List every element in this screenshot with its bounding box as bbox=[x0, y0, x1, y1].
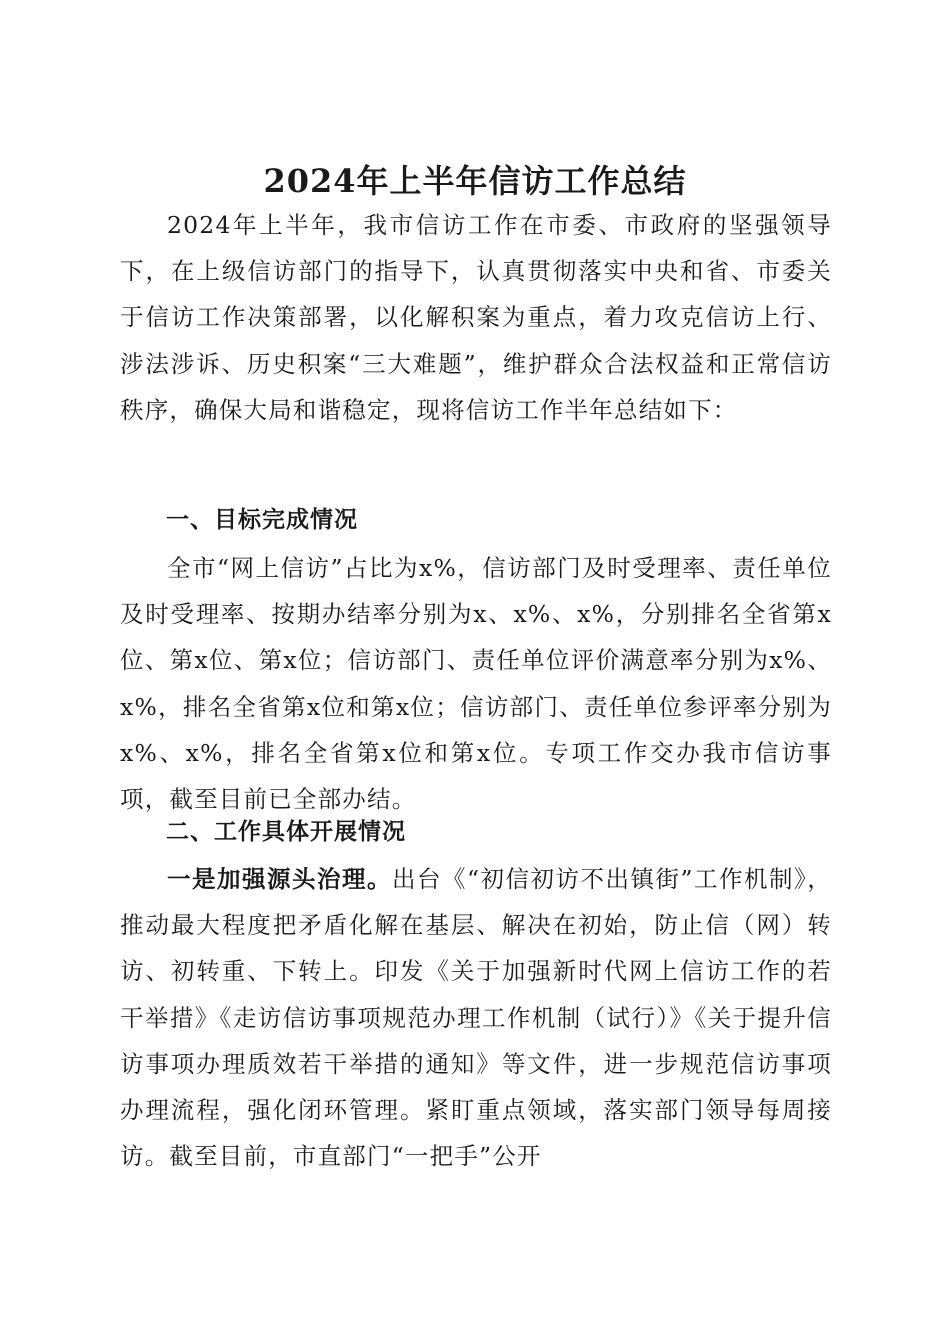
section-heading-work: 二、工作具体开展情况 bbox=[166, 819, 406, 845]
intro-paragraph: 2024年上半年，我市信访工作在市委、市政府的坚强领导下，在上级信访部门的指导下，认真贯彻落实中央和省、市委关于信访工作决策部署，以化解积案为重点，着力攻克信访上行、涉法涉诉、历史积案“三大难题”，维护群众合法权益和正常信访秩序，确保大局和谐稳定，现将信访工作半年总结如下： bbox=[120, 211, 832, 424]
paragraph-body: 出台《“初信初访不出镇街”工作机制》，推动最大程度把矛盾化解在基层、解决在初始，防止信（网）转访、初转重、下转上。印发《关于加强新时代网上信访工作的若干举措》《走访信访事项规范办理工作机制（试行）》《关于提升信访事项办理质效若干举措的通知》等文件，进一步规范信访事项办理流程，强化闭环管理。紧盯重点领域，落实部门领导每周接访。截至目前，市直部门“一把手”公开 bbox=[120, 865, 832, 1171]
section-heading-goals: 一、目标完成情况 bbox=[166, 507, 358, 533]
section-paragraph-work bbox=[120, 856, 832, 1178]
paragraph-lead: 一是加强源头治理。 bbox=[167, 865, 393, 893]
section-paragraph-goals: 全市“网上信访”占比为x%，信访部门及时受理率、责任单位及时受理率、按期办结率分别为x、x%、x%，分别排名全省第x位、第x位、第x位；信访部门、责任单位评价满意率分别为x%、x%，排名全省第x位和第x位；信访部门、责任单位参评率分别为x%、x%，排名全省第x位和第x位。专项工作交办我市信访事项，截至目前已全部办结。 bbox=[120, 554, 832, 814]
document-title: 2024年上半年信访工作总结 bbox=[263, 162, 687, 201]
